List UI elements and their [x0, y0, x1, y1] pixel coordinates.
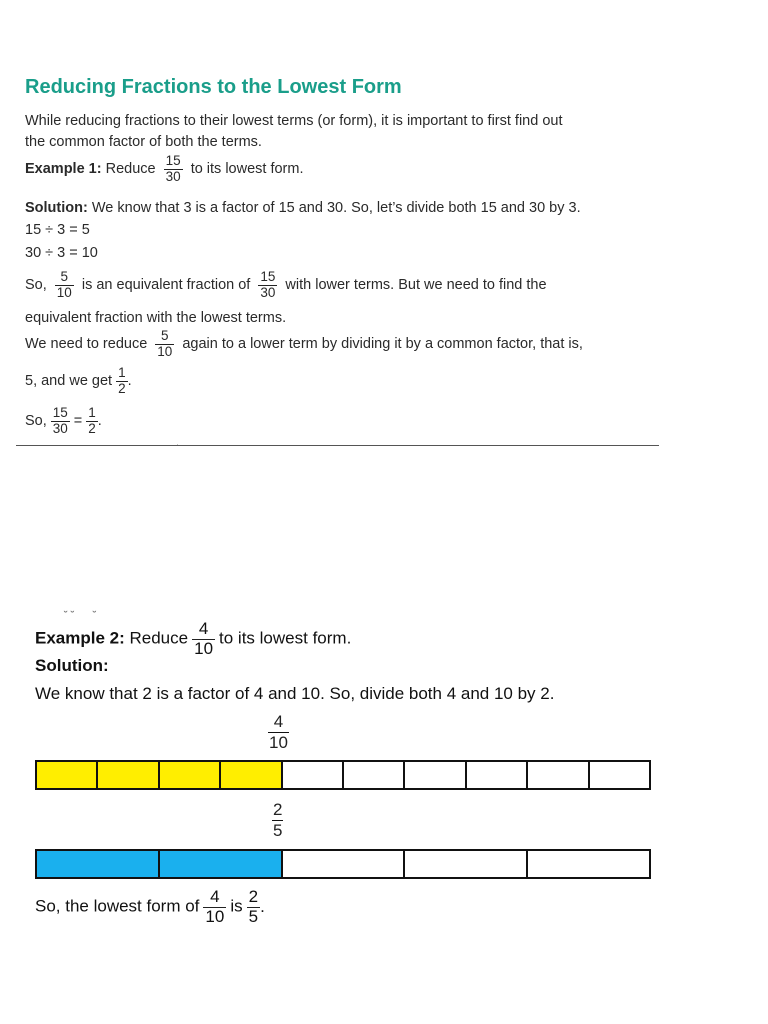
fraction-numerator: 2	[248, 887, 259, 906]
fraction-denominator: 10	[56, 284, 72, 300]
example-1-line	[25, 154, 304, 185]
fraction-numerator: 5	[55, 270, 74, 286]
fraction-denominator: 2	[118, 380, 126, 396]
conclusion-line	[35, 888, 265, 926]
fraction-4-10	[203, 888, 226, 926]
fraction-denominator: 30	[165, 168, 181, 184]
intro-line-2: the common factor of both the terms.	[25, 134, 262, 150]
so-word: So,	[25, 413, 47, 430]
cropped-remnant: ˘ ˘ ˘	[64, 610, 97, 622]
fraction-numerator: 2	[273, 800, 283, 819]
bar-segment-filled	[160, 762, 221, 788]
example-1-post: to its lowest form.	[190, 161, 304, 178]
example-2-label: Example 2:	[35, 628, 125, 648]
solution-2-label: Solution:	[35, 656, 109, 675]
example-1-fraction	[164, 154, 183, 185]
equivalent-lowest-line: equivalent fraction with the lowest terms.	[25, 310, 287, 326]
equals-sign: =	[73, 413, 83, 430]
fraction-5-10	[55, 270, 74, 301]
period: .	[127, 373, 132, 390]
intro-line-1: While reducing fractions to their lowest terms (or form), it is important to first find out	[25, 113, 563, 129]
example-1-pre: Reduce	[105, 161, 156, 178]
example-2-line	[35, 620, 351, 658]
fraction-numerator: 4	[268, 712, 289, 733]
example-2-post: to its lowest form.	[219, 628, 352, 648]
bar-segment-empty	[467, 762, 528, 788]
reduce-again-line	[25, 329, 583, 360]
bar-segment-filled	[221, 762, 282, 788]
bar-2-fraction-label	[272, 800, 283, 840]
we-get-line	[25, 366, 132, 397]
bar-segment-empty	[405, 762, 466, 788]
bar-1-fraction-label	[268, 712, 289, 752]
fraction-bar-tenths	[35, 760, 651, 790]
fraction-5-10	[155, 329, 174, 360]
fraction-denominator: 10	[194, 638, 214, 658]
so-word: So,	[25, 277, 47, 294]
fraction-numerator: 15	[52, 405, 68, 420]
solution-2-text: We know that 2 is a factor of 4 and 10. So, divide both 4 and 10 by 2.	[35, 684, 555, 703]
fraction-numerator: 15	[260, 269, 276, 284]
lower-terms-text: with lower terms. But we need to find the	[285, 277, 547, 294]
solution-1-line	[25, 200, 581, 216]
bar-segment-empty	[590, 762, 649, 788]
fraction-2-5	[247, 888, 260, 926]
fraction-denominator: 30	[260, 284, 276, 300]
fraction-denominator: 5	[273, 820, 283, 840]
period: .	[97, 413, 102, 430]
equation-2: 30 ÷ 3 = 10	[25, 245, 98, 261]
reduce-text: We need to reduce	[25, 336, 148, 353]
crop-mark: ˌ	[176, 436, 180, 447]
fraction-1-2	[86, 406, 98, 437]
solution-1-label: Solution:	[25, 200, 88, 216]
fraction-denominator: 10	[205, 906, 225, 926]
equation-1: 15 ÷ 3 = 5	[25, 222, 90, 238]
bar-segment-filled	[98, 762, 159, 788]
final-equation-line	[25, 406, 102, 437]
bar-segment-filled	[160, 851, 283, 877]
fraction-numerator: 5	[155, 329, 174, 345]
fraction-numerator: 15	[165, 153, 181, 168]
fraction-denominator: 2	[88, 420, 96, 436]
fraction-15-30	[258, 270, 277, 301]
bar-segment-empty	[528, 762, 589, 788]
example-2-pre: Reduce	[129, 628, 189, 648]
fraction-numerator: 1	[118, 365, 126, 380]
is-word: is	[230, 896, 243, 916]
bar-segment-empty	[344, 762, 405, 788]
fraction-bar-fifths	[35, 849, 651, 879]
solution-1-text: We know that 3 is a factor of 15 and 30. So, let’s divide both 15 and 30 by 3.	[91, 200, 581, 216]
bar-segment-empty	[283, 762, 344, 788]
bar-segment-empty	[283, 851, 406, 877]
fraction-numerator: 4	[203, 888, 226, 908]
bar-segment-empty	[528, 851, 649, 877]
we-get-text: 5, and we get	[25, 373, 113, 390]
bar-segment-empty	[405, 851, 528, 877]
page-divider	[16, 445, 659, 446]
page-title: Reducing Fractions to the Lowest Form	[25, 76, 402, 98]
fraction-numerator: 1	[88, 405, 96, 420]
example-2-fraction	[192, 620, 215, 658]
fraction-denominator: 10	[269, 732, 288, 752]
period: .	[260, 896, 265, 916]
conclusion-text: So, the lowest form of	[35, 896, 200, 916]
fraction-15-30	[51, 406, 70, 437]
fraction-denominator: 10	[157, 343, 173, 359]
fraction-denominator: 30	[52, 420, 68, 436]
fraction-numerator: 4	[192, 620, 215, 640]
equivalent-line	[25, 270, 547, 301]
fraction-denominator: 5	[248, 906, 259, 926]
equivalent-text: is an equivalent fraction of	[81, 277, 251, 294]
bar-segment-filled	[37, 762, 98, 788]
fraction-1-2	[116, 366, 128, 397]
common-factor-text: again to a lower term by dividing it by a common factor, that is,	[182, 336, 583, 353]
bar-segment-filled	[37, 851, 160, 877]
example-1-label: Example 1:	[25, 161, 102, 178]
